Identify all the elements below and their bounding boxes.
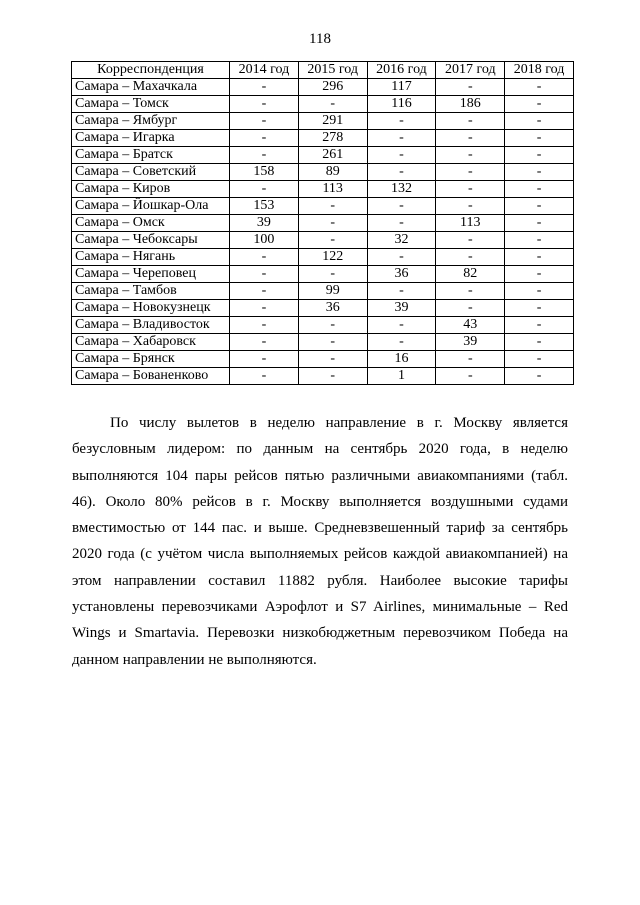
value-cell: 99 xyxy=(298,283,367,300)
header-route: Корреспонденция xyxy=(72,62,230,79)
value-cell: - xyxy=(230,96,299,113)
value-cell: - xyxy=(505,317,574,334)
value-cell: - xyxy=(505,181,574,198)
value-cell: - xyxy=(298,198,367,215)
value-cell: - xyxy=(436,351,505,368)
value-cell: - xyxy=(436,79,505,96)
table-row xyxy=(72,283,574,300)
value-cell: - xyxy=(230,368,299,385)
value-cell: 39 xyxy=(230,215,299,232)
value-cell: 278 xyxy=(298,130,367,147)
table-row xyxy=(72,130,574,147)
route-cell: Самара – Ямбург xyxy=(72,113,230,130)
value-cell: - xyxy=(230,283,299,300)
table-row xyxy=(72,164,574,181)
value-cell: 100 xyxy=(230,232,299,249)
value-cell: - xyxy=(505,351,574,368)
value-cell: - xyxy=(505,232,574,249)
table-row xyxy=(72,198,574,215)
route-cell: Самара – Махачкала xyxy=(72,79,230,96)
table-row xyxy=(72,215,574,232)
value-cell: - xyxy=(298,96,367,113)
route-cell: Самара – Томск xyxy=(72,96,230,113)
value-cell: - xyxy=(436,249,505,266)
value-cell: - xyxy=(367,317,436,334)
value-cell: - xyxy=(505,96,574,113)
value-cell: - xyxy=(436,130,505,147)
table-row xyxy=(72,300,574,317)
value-cell: 39 xyxy=(367,300,436,317)
value-cell: - xyxy=(367,130,436,147)
value-cell: - xyxy=(505,215,574,232)
value-cell: - xyxy=(367,164,436,181)
route-cell: Самара – Новокузнецк xyxy=(72,300,230,317)
value-cell: - xyxy=(230,266,299,283)
value-cell: - xyxy=(505,147,574,164)
value-cell: - xyxy=(505,368,574,385)
value-cell: - xyxy=(230,79,299,96)
table-row xyxy=(72,351,574,368)
value-cell: - xyxy=(230,351,299,368)
value-cell: 153 xyxy=(230,198,299,215)
value-cell: - xyxy=(298,368,367,385)
value-cell: - xyxy=(230,317,299,334)
table-header-row xyxy=(72,62,574,79)
value-cell: - xyxy=(505,79,574,96)
value-cell: - xyxy=(436,198,505,215)
value-cell: - xyxy=(230,113,299,130)
value-cell: 39 xyxy=(436,334,505,351)
value-cell: - xyxy=(436,232,505,249)
value-cell: 32 xyxy=(367,232,436,249)
route-cell: Самара – Игарка xyxy=(72,130,230,147)
value-cell: 43 xyxy=(436,317,505,334)
route-cell: Самара – Чебоксары xyxy=(72,232,230,249)
table-row xyxy=(72,249,574,266)
value-cell: - xyxy=(505,300,574,317)
value-cell: 122 xyxy=(298,249,367,266)
body-paragraph: По числу вылетов в неделю направление в г. Москву является безусловным лидером: по данным на сентябрь 2020 года, в неделю выполняются 104 пары рейсов пятью различными авиакомпаниями (табл. 46). Около 80% рейсов в г. Москву выполняется воздушными судами вместимостью от 144 пас. и выше. Средневзвешенный тариф за сентябрь 2020 года (с учётом числа выполняемых рейсов каждой авиакомпанией) на этом направлении составил 11882 рубля. Наиболее высокие тарифы установлены перевозчиками Аэрофлот и S7 Airlines, минимальные – Red Wings и Smartavia. Перевозки низкобюджетным перевозчиком Победа на данном направлении не выполняются. xyxy=(72,415,568,668)
table-row xyxy=(72,232,574,249)
route-cell: Самара – Нягань xyxy=(72,249,230,266)
page-number: 118 xyxy=(309,31,331,47)
value-cell: 82 xyxy=(436,266,505,283)
value-cell: - xyxy=(505,334,574,351)
value-cell: - xyxy=(505,266,574,283)
value-cell: - xyxy=(367,113,436,130)
value-cell: 113 xyxy=(436,215,505,232)
value-cell: 113 xyxy=(298,181,367,198)
value-cell: - xyxy=(436,300,505,317)
header-2018: 2018 год xyxy=(505,62,574,79)
value-cell: - xyxy=(436,113,505,130)
value-cell: 158 xyxy=(230,164,299,181)
value-cell: - xyxy=(230,334,299,351)
value-cell: - xyxy=(505,198,574,215)
value-cell: - xyxy=(436,368,505,385)
route-cell: Самара – Череповец xyxy=(72,266,230,283)
value-cell: - xyxy=(367,215,436,232)
route-cell: Самара – Владивосток xyxy=(72,317,230,334)
header-2015: 2015 год xyxy=(298,62,367,79)
value-cell: - xyxy=(367,249,436,266)
table-row xyxy=(72,266,574,283)
value-cell: - xyxy=(298,334,367,351)
header-2016: 2016 год xyxy=(367,62,436,79)
value-cell: - xyxy=(367,334,436,351)
value-cell: - xyxy=(298,351,367,368)
value-cell: - xyxy=(436,164,505,181)
route-cell: Самара – Хабаровск xyxy=(72,334,230,351)
value-cell: 16 xyxy=(367,351,436,368)
route-cell: Самара – Йошкар-Ола xyxy=(72,198,230,215)
route-cell: Самара – Бованенково xyxy=(72,368,230,385)
value-cell: 117 xyxy=(367,79,436,96)
value-cell: - xyxy=(367,147,436,164)
value-cell: - xyxy=(230,147,299,164)
value-cell: - xyxy=(298,266,367,283)
value-cell: 291 xyxy=(298,113,367,130)
value-cell: 36 xyxy=(298,300,367,317)
value-cell: 132 xyxy=(367,181,436,198)
value-cell: - xyxy=(505,164,574,181)
value-cell: - xyxy=(505,249,574,266)
table-row xyxy=(72,147,574,164)
table-row xyxy=(72,96,574,113)
value-cell: - xyxy=(298,317,367,334)
value-cell: - xyxy=(230,130,299,147)
value-cell: 296 xyxy=(298,79,367,96)
value-cell: 116 xyxy=(367,96,436,113)
value-cell: - xyxy=(436,181,505,198)
route-cell: Самара – Омск xyxy=(72,215,230,232)
value-cell: 186 xyxy=(436,96,505,113)
value-cell: - xyxy=(298,232,367,249)
flights-table xyxy=(71,61,574,385)
header-2017: 2017 год xyxy=(436,62,505,79)
table-row xyxy=(72,317,574,334)
value-cell: 89 xyxy=(298,164,367,181)
table-row xyxy=(72,368,574,385)
value-cell: - xyxy=(505,130,574,147)
route-cell: Самара – Советский xyxy=(72,164,230,181)
table-body xyxy=(72,79,574,385)
value-cell: - xyxy=(367,198,436,215)
value-cell: - xyxy=(436,283,505,300)
table-row xyxy=(72,181,574,198)
route-cell: Самара – Тамбов xyxy=(72,283,230,300)
table-row xyxy=(72,113,574,130)
value-cell: 36 xyxy=(367,266,436,283)
route-cell: Самара – Братск xyxy=(72,147,230,164)
table-row xyxy=(72,79,574,96)
value-cell: - xyxy=(230,249,299,266)
value-cell: - xyxy=(298,215,367,232)
value-cell: - xyxy=(436,147,505,164)
value-cell: - xyxy=(230,181,299,198)
header-2014: 2014 год xyxy=(230,62,299,79)
value-cell: 261 xyxy=(298,147,367,164)
value-cell: - xyxy=(367,283,436,300)
route-cell: Самара – Брянск xyxy=(72,351,230,368)
value-cell: 1 xyxy=(367,368,436,385)
value-cell: - xyxy=(505,113,574,130)
route-cell: Самара – Киров xyxy=(72,181,230,198)
value-cell: - xyxy=(505,283,574,300)
value-cell: - xyxy=(230,300,299,317)
table-row xyxy=(72,334,574,351)
